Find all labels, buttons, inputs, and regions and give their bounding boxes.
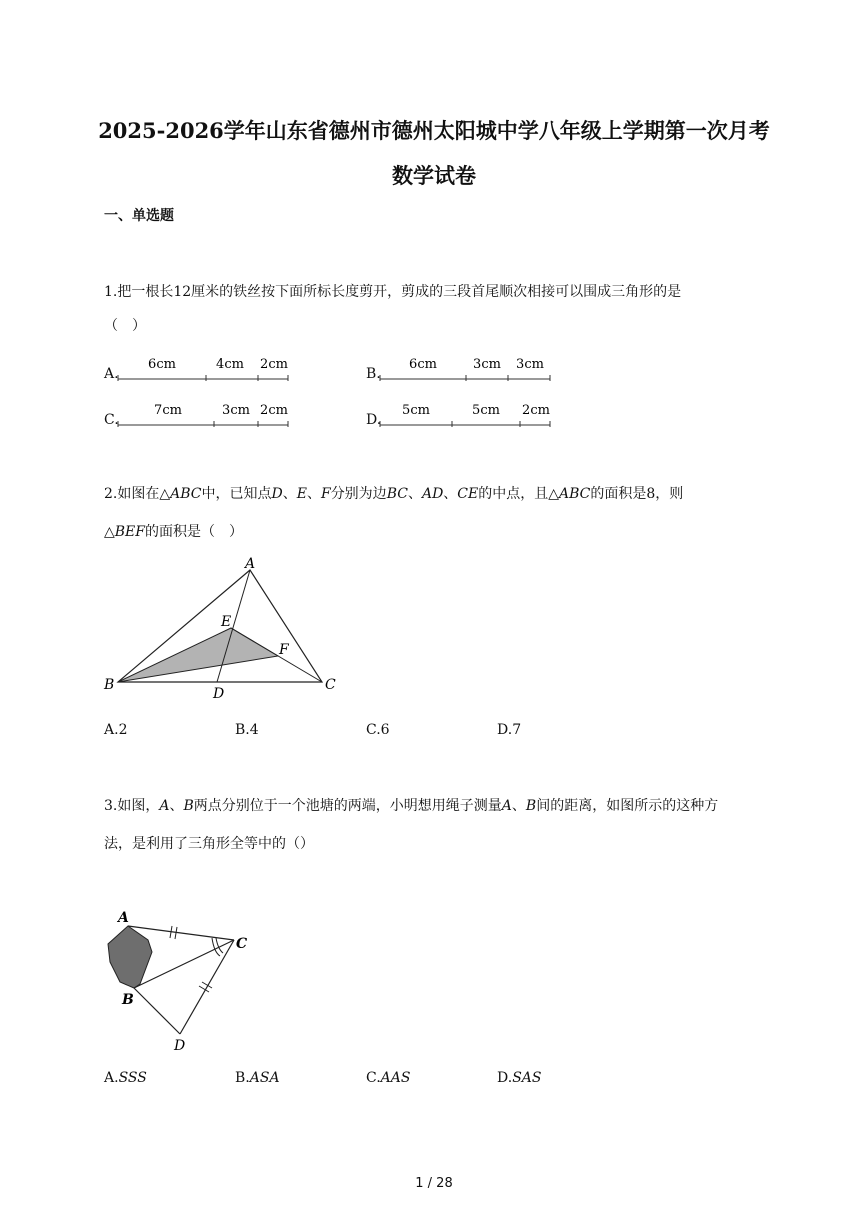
q3-label-a: A bbox=[118, 910, 129, 926]
q1-option-b-letter: B. bbox=[366, 366, 381, 382]
question-1-paren: （ ） bbox=[104, 318, 146, 334]
q1-a-seg3: 2cm bbox=[260, 357, 288, 372]
q2-option-d: D.7 bbox=[497, 722, 522, 738]
q2-label-c: C bbox=[325, 677, 336, 693]
q1-c-seg2: 3cm bbox=[222, 403, 250, 418]
document-title-line2: 数学试卷 bbox=[392, 163, 476, 188]
q3-option-d: D.SAS bbox=[497, 1070, 542, 1086]
q1-d-seg2: 5cm bbox=[472, 403, 500, 418]
q3-label-b: B bbox=[122, 992, 134, 1008]
q1-c-seg3: 2cm bbox=[260, 403, 288, 418]
q2-label-f: F bbox=[279, 642, 289, 658]
page-number: 1 / 28 bbox=[415, 1176, 453, 1191]
question-2-line2: △BEF的面积是（ ） bbox=[104, 524, 243, 540]
question-3-line1: 3.如图，A、B两点分别位于一个池塘的两端，小明想用绳子测量A、B间的距离，如图所示的这种方 bbox=[104, 798, 719, 814]
q2-option-a: A.2 bbox=[104, 722, 128, 738]
question-2-line1: 2.如图在△ABC中，已知点D、E、F分别为边BC、AD、CE的中点，且△ABC的面积是8，则 bbox=[104, 486, 684, 502]
q1-d-seg3: 2cm bbox=[522, 403, 550, 418]
q2-option-c: C.6 bbox=[366, 722, 390, 738]
q1-b-seg3: 3cm bbox=[516, 357, 544, 372]
q2-option-b: B.4 bbox=[235, 722, 259, 738]
q2-label-b: B bbox=[104, 677, 115, 693]
q2-triangle-figure bbox=[96, 556, 346, 702]
q1-option-d-letter: D. bbox=[366, 412, 382, 428]
q1-option-d-segment bbox=[378, 398, 558, 430]
question-1-text: 1.把一根长12厘米的铁丝按下面所标长度剪开，剪成的三段首尾顺次相接可以围成三角形的是 bbox=[104, 284, 682, 300]
q1-option-a-segment bbox=[116, 352, 296, 384]
document-title-line1: 2025-2026学年山东省德州市德州太阳城中学八年级上学期第一次月考 bbox=[98, 118, 770, 143]
q1-b-seg2: 3cm bbox=[473, 357, 501, 372]
q1-c-seg1: 7cm bbox=[154, 403, 182, 418]
q2-label-d: D bbox=[213, 686, 225, 702]
q1-option-c-letter: C. bbox=[104, 412, 119, 428]
q1-b-seg1: 6cm bbox=[409, 357, 437, 372]
q3-option-b: B.ASA bbox=[235, 1070, 280, 1086]
q2-label-a: A bbox=[245, 556, 256, 572]
q3-option-c: C.AAS bbox=[366, 1070, 411, 1086]
q3-label-c: C bbox=[236, 936, 248, 952]
q1-option-c-segment bbox=[116, 398, 296, 430]
q3-pond-figure bbox=[98, 902, 268, 1054]
q1-a-seg2: 4cm bbox=[216, 357, 244, 372]
question-3-line2: 法，是利用了三角形全等中的（） bbox=[104, 836, 314, 852]
q1-option-b-segment bbox=[378, 352, 558, 384]
q1-d-seg1: 5cm bbox=[402, 403, 430, 418]
q3-option-a: A.SSS bbox=[104, 1070, 147, 1086]
q1-a-seg1: 6cm bbox=[148, 357, 176, 372]
q2-label-e: E bbox=[221, 614, 232, 630]
q3-label-d: D bbox=[174, 1038, 186, 1054]
section-heading: 一、单选题 bbox=[104, 208, 174, 224]
q1-option-a-letter: A. bbox=[104, 366, 119, 382]
